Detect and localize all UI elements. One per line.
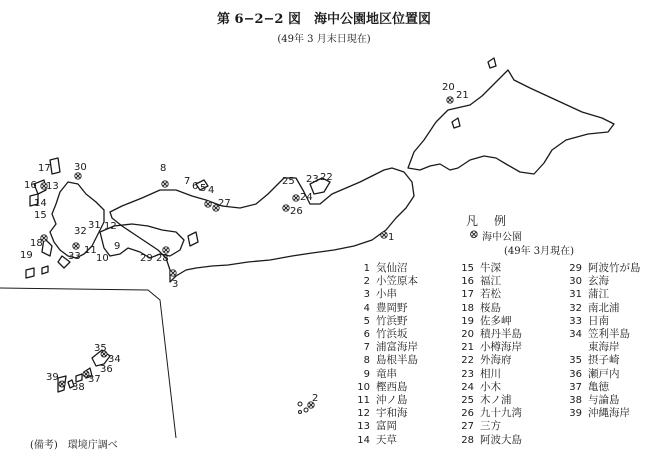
- marker-site-3: [170, 270, 176, 276]
- legend-heading: 凡 例: [466, 214, 509, 228]
- site-entry: [566, 368, 620, 381]
- site-number: 29: [569, 263, 582, 274]
- map-label: 31: [88, 220, 101, 231]
- site-number: 9: [363, 368, 370, 380]
- site-name: 天草: [376, 433, 397, 446]
- site-name: 日南: [588, 314, 609, 327]
- site-name: 瀬戸内: [588, 367, 620, 380]
- site-name: 沖縄海岸: [588, 407, 630, 420]
- site-name: 笠利半島東海岸: [588, 328, 630, 353]
- site-entry: [458, 302, 501, 315]
- site-entry: [566, 315, 609, 328]
- site-name: 蒲江: [588, 288, 609, 301]
- site-number: 28: [461, 434, 474, 446]
- site-entry: [458, 341, 522, 354]
- map-label: 12: [104, 221, 117, 232]
- site-entry: [354, 328, 408, 341]
- map-label: 30: [74, 162, 87, 173]
- site-name: 島根半島: [376, 354, 418, 367]
- site-number: 15: [461, 263, 474, 274]
- map-label: 25: [282, 176, 295, 187]
- site-entry: [458, 354, 512, 367]
- site-name: 竹浜野: [376, 314, 408, 327]
- site-number: 8: [363, 355, 370, 367]
- site-entry: [566, 328, 636, 354]
- site-number: 1: [363, 263, 370, 274]
- map-label: 36: [100, 364, 113, 375]
- map-label: 24: [300, 192, 313, 203]
- site-entry: [354, 368, 397, 381]
- site-entry: [354, 420, 397, 433]
- site-number: 16: [461, 276, 474, 288]
- legend-marker-icon: ⊗: [469, 227, 480, 241]
- marker-site-39: [59, 381, 65, 387]
- site-entry: [566, 394, 620, 407]
- map-label: 35: [94, 343, 107, 354]
- page-subtitle: (49年 3 月末日現在): [277, 34, 371, 45]
- site-number: 20: [461, 329, 474, 340]
- site-name: 若松: [480, 288, 501, 301]
- marker-site-7: [205, 201, 211, 207]
- site-number: 24: [461, 381, 474, 393]
- map-label: 32: [74, 226, 87, 237]
- site-entry: [458, 381, 501, 394]
- site-name: 与論島: [588, 394, 620, 406]
- site-number: 13: [357, 421, 370, 433]
- site-name: 外海府: [480, 354, 512, 367]
- site-number: 26: [461, 408, 474, 420]
- site-entry: [354, 381, 408, 394]
- map-label: 21: [456, 90, 469, 101]
- site-entry: [354, 354, 418, 367]
- map-label: 23: [306, 174, 319, 185]
- site-name: 竹浜坂: [376, 328, 408, 340]
- site-name: 富岡: [376, 420, 397, 433]
- map-label: 2: [312, 393, 319, 404]
- map-label: 17: [38, 163, 51, 174]
- map-label: 39: [46, 372, 59, 383]
- map-label: 3: [172, 279, 179, 290]
- map-label: 4: [208, 185, 215, 196]
- site-number: 10: [357, 381, 370, 393]
- site-entry: [566, 302, 620, 315]
- site-name: 南北浦: [588, 301, 620, 314]
- site-entry: [458, 262, 501, 275]
- site-name: 小木: [480, 380, 501, 393]
- site-number: 37: [569, 381, 582, 393]
- map-label: 34: [108, 354, 121, 365]
- site-name: 玄海: [588, 275, 609, 288]
- yakushima: [42, 266, 48, 274]
- site-number: 19: [461, 315, 474, 327]
- site-name: 福江: [480, 275, 501, 288]
- site-number: 14: [357, 434, 370, 446]
- map-label: 10: [96, 253, 109, 264]
- site-number: 12: [357, 408, 370, 420]
- marker-site-30: [75, 173, 81, 179]
- ogasawara-island: [299, 411, 302, 414]
- site-entry: [566, 275, 609, 288]
- map-label: 14: [34, 198, 47, 209]
- site-entry: [354, 341, 418, 354]
- site-name: 積丹半島: [480, 328, 522, 340]
- site-name: 豊岡野: [376, 301, 408, 314]
- site-number: 5: [363, 315, 370, 327]
- site-number: 21: [461, 342, 474, 354]
- site-number: 18: [461, 302, 474, 314]
- source-note: (備考) 環境庁調べ: [30, 440, 118, 451]
- hokkaido-outline: [408, 70, 614, 174]
- site-number: 27: [461, 421, 474, 433]
- site-number: 11: [357, 395, 370, 406]
- site-name: 九十九湾: [480, 407, 522, 420]
- site-entry: [458, 328, 522, 341]
- okinoerabu: [76, 374, 82, 382]
- marker-site-24: [293, 195, 299, 201]
- site-name: 阿波大島: [480, 433, 522, 446]
- legend-label: 海中公園: [482, 232, 522, 243]
- site-entry: [458, 368, 501, 381]
- site-name: 沖ノ島: [376, 394, 408, 406]
- site-entry: [354, 262, 408, 275]
- site-number: 6: [363, 329, 370, 340]
- site-entry: [458, 434, 522, 447]
- map-label: 37: [88, 374, 101, 385]
- rishiri-island: [488, 58, 496, 68]
- site-entry: [354, 315, 408, 328]
- site-entry: [458, 315, 512, 328]
- map-label: 33: [68, 251, 81, 262]
- map-label: 1: [388, 232, 395, 243]
- map-label: 19: [20, 250, 33, 261]
- marker-site-33: [73, 243, 79, 249]
- site-number: 25: [461, 395, 474, 406]
- site-entry: [354, 288, 397, 301]
- site-number: 33: [569, 315, 582, 327]
- okushiri-island: [452, 118, 460, 128]
- site-entry: [458, 288, 501, 301]
- map-label: 15: [34, 210, 47, 221]
- site-entry: [458, 420, 501, 433]
- site-entry: [458, 407, 522, 420]
- legend-date-note: (49年 3月現在): [504, 246, 575, 257]
- region-boundary-line: [0, 288, 176, 438]
- site-name: 竜串: [376, 367, 397, 380]
- site-number: 31: [569, 289, 582, 301]
- site-entry: [354, 394, 408, 407]
- site-entry: [566, 381, 609, 394]
- map-label: 38: [72, 382, 85, 393]
- site-number: 17: [461, 289, 474, 301]
- map-label: 8: [160, 163, 167, 174]
- map-label: 9: [114, 241, 121, 252]
- map-label: 13: [46, 181, 59, 192]
- site-name: 小樽海岸: [480, 341, 522, 354]
- map-label: 27: [218, 198, 231, 209]
- site-number: 3: [363, 289, 370, 301]
- site-name: 牛深: [480, 262, 501, 274]
- ogasawara-island: [298, 402, 302, 406]
- site-number: 30: [569, 276, 582, 288]
- site-name: 相川: [480, 367, 501, 380]
- site-name: 佐多岬: [480, 314, 512, 327]
- site-name: 気仙沼: [376, 262, 408, 274]
- site-number: 39: [569, 408, 582, 420]
- site-number: 35: [569, 355, 582, 367]
- marker-site-8: [162, 181, 168, 187]
- tanegashima: [26, 268, 34, 278]
- marker-site-20: [447, 97, 453, 103]
- site-number: 32: [569, 302, 582, 314]
- marker-site-1: [381, 232, 387, 238]
- site-number: 23: [461, 368, 474, 380]
- site-name: 浦富海岸: [376, 341, 418, 354]
- map-label: 22: [320, 172, 333, 183]
- site-number: 38: [569, 395, 582, 406]
- site-entry: [354, 275, 418, 288]
- site-name: 摂子崎: [588, 354, 620, 367]
- map-label: 20: [442, 82, 455, 93]
- map-label: 29: [140, 253, 153, 264]
- site-entry: [566, 407, 630, 420]
- site-name: 亀徳: [588, 380, 609, 393]
- site-name: 三方: [480, 420, 501, 433]
- tsushima-island: [50, 158, 60, 174]
- site-entry: [354, 407, 408, 420]
- map-label: 11: [84, 245, 97, 256]
- map-label: 28: [156, 253, 169, 264]
- site-entry: [566, 262, 641, 275]
- site-number: 34: [569, 329, 582, 340]
- site-name: 阿波竹が島: [588, 262, 641, 274]
- site-name: 木ノ浦: [480, 394, 512, 406]
- site-entry: [566, 288, 609, 301]
- map-label: 7: [184, 176, 191, 187]
- site-entry: [354, 302, 408, 315]
- site-number: 36: [569, 368, 582, 380]
- map-label: 6: [192, 181, 199, 192]
- map-label: 26: [290, 206, 303, 217]
- ogasawara-island: [304, 408, 308, 412]
- site-name: 桜島: [480, 301, 501, 314]
- map-label: 16: [24, 180, 37, 191]
- site-entry: [458, 394, 512, 407]
- site-name: 小串: [376, 288, 397, 301]
- map-label: 18: [30, 238, 43, 249]
- site-number: 4: [363, 302, 370, 314]
- site-name: 樫西島: [376, 380, 408, 393]
- site-entry: [354, 434, 397, 447]
- site-entry: [458, 275, 501, 288]
- map-label: 5: [200, 183, 207, 194]
- site-number: 7: [363, 342, 370, 354]
- awaji-island: [188, 232, 198, 246]
- site-entry: [566, 354, 620, 367]
- page-title: 第 6−2−2 図 海中公園地区位置図: [217, 12, 431, 27]
- marker-site-26: [283, 205, 289, 211]
- site-number: 2: [363, 276, 370, 288]
- site-number: 22: [461, 355, 474, 367]
- site-name: 宇和海: [376, 407, 408, 420]
- site-name: 小笠原本: [376, 275, 418, 288]
